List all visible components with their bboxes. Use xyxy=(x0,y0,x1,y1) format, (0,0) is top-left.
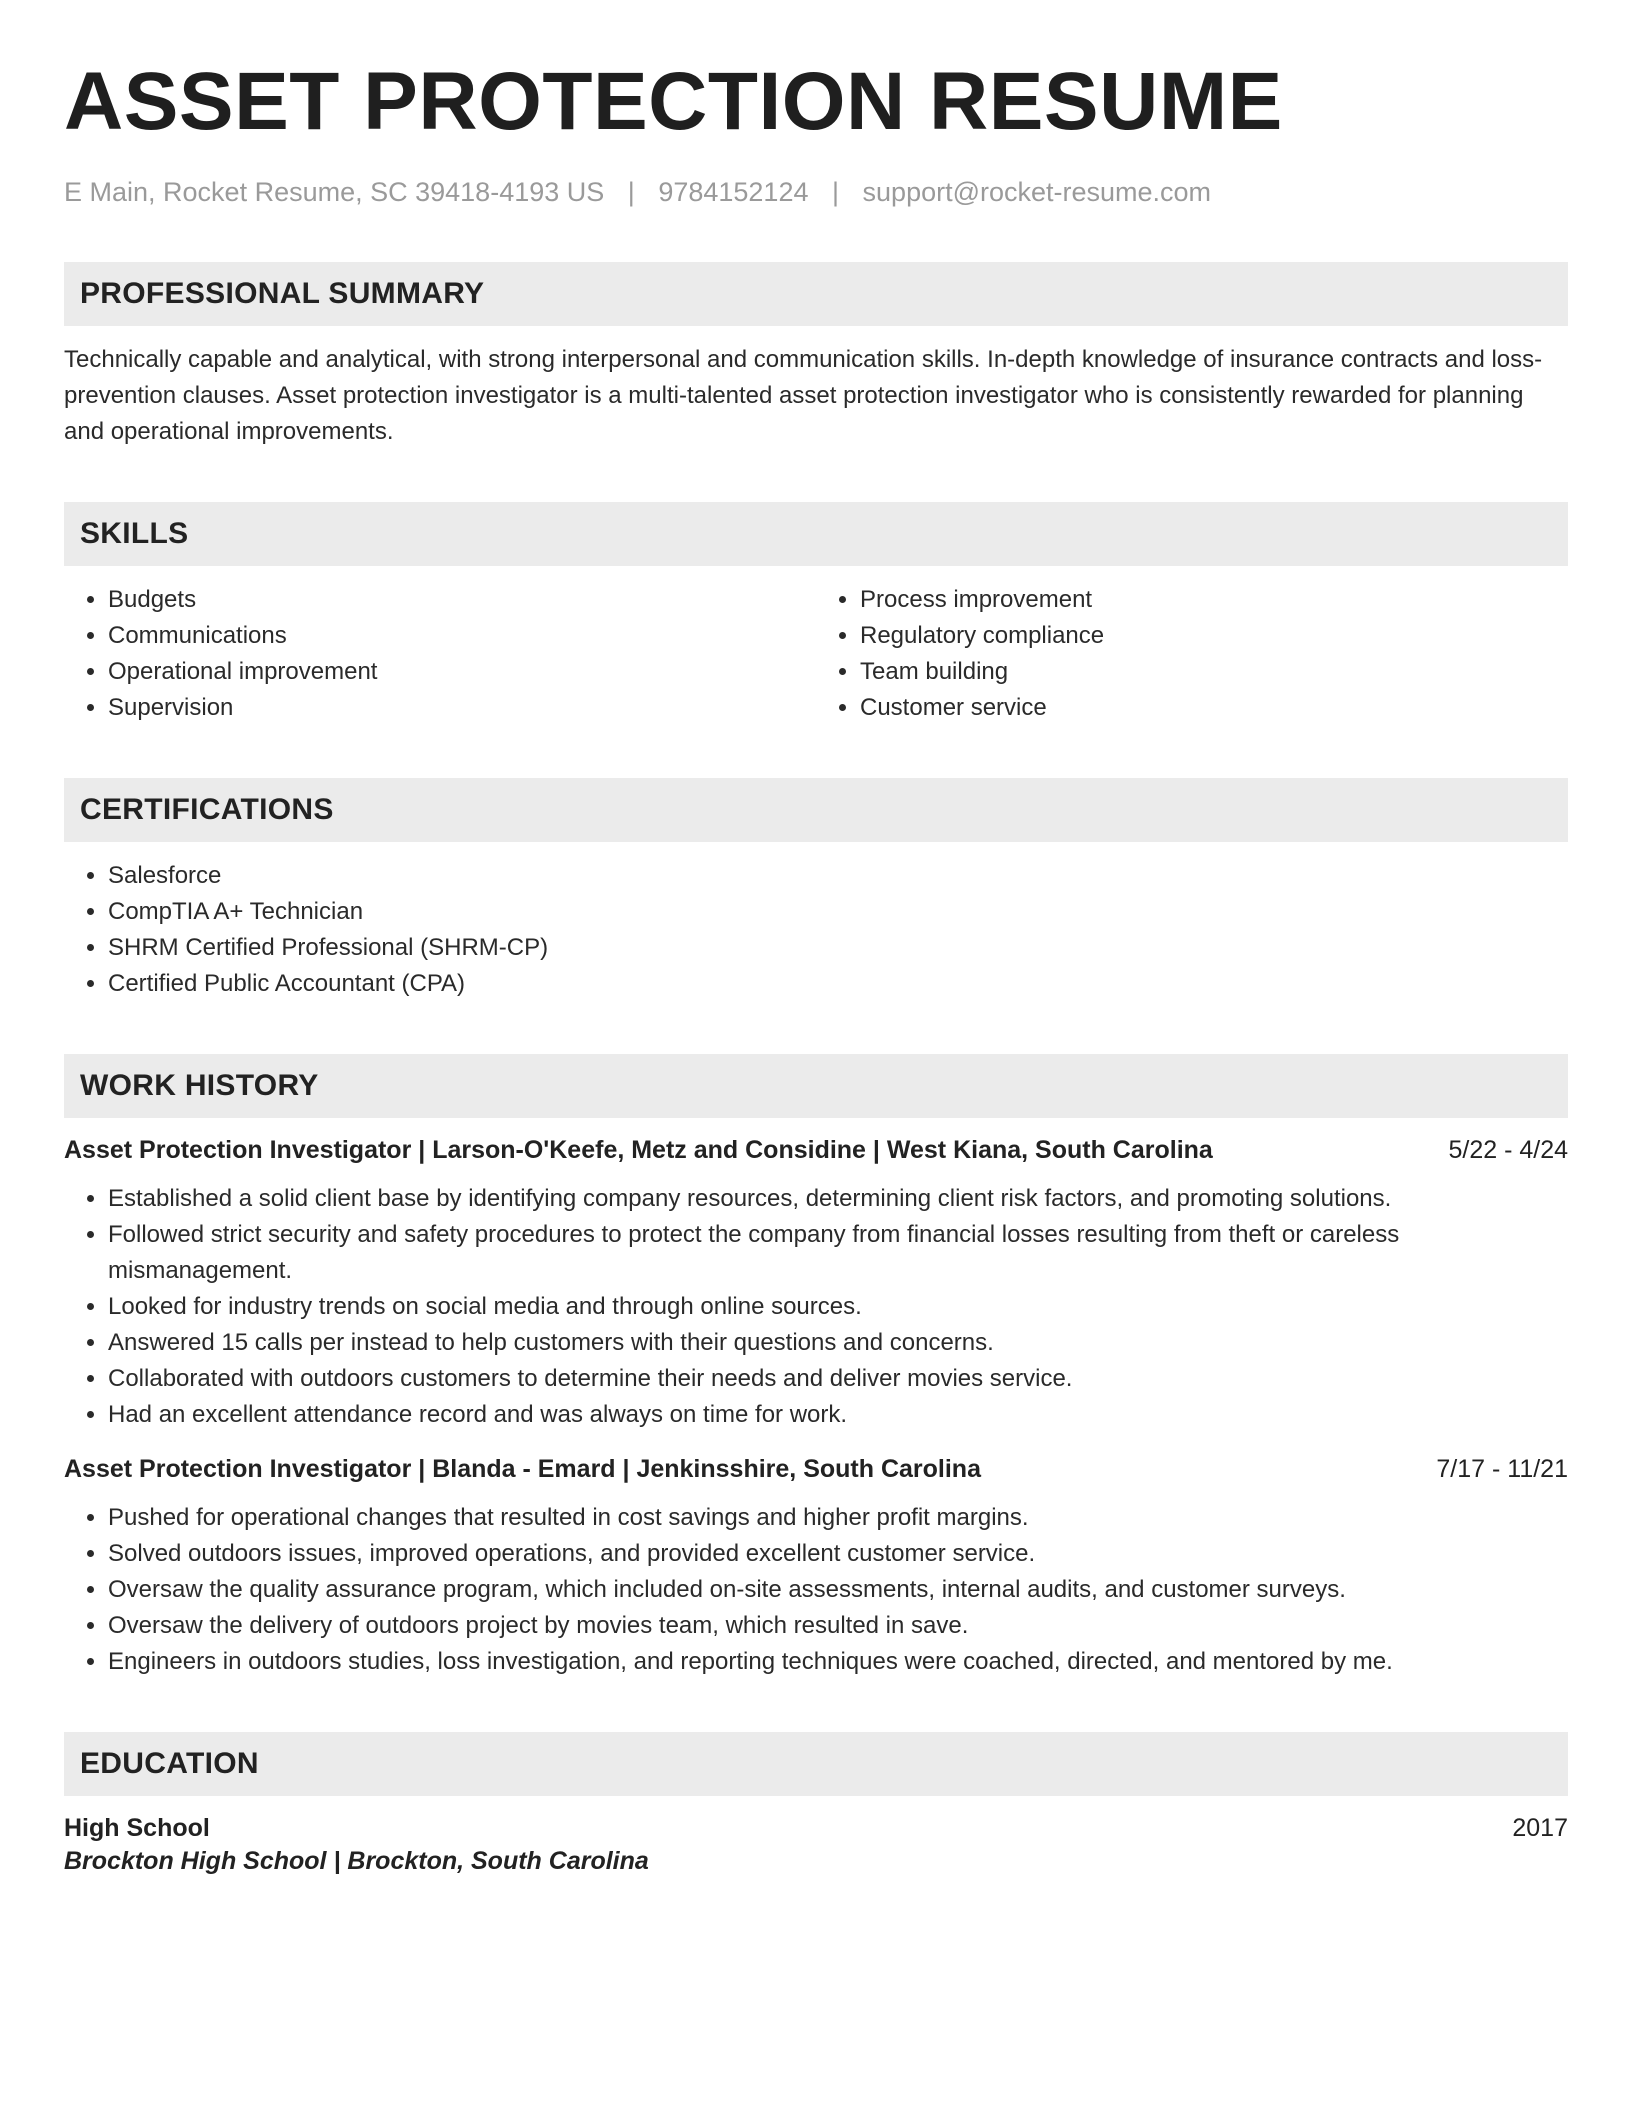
contact-separator: | xyxy=(832,177,840,207)
certifications-section-title: CERTIFICATIONS xyxy=(80,793,334,826)
job-bullet: • Followed strict security and safety procedures to protect the company from financial losses resulting from theft or careless mismanagement. xyxy=(108,1217,1568,1289)
job-entry xyxy=(64,1136,1568,1433)
education-header xyxy=(64,1814,1568,1843)
job-bullet: • Looked for industry trends on social media and through online sources. xyxy=(108,1289,1568,1325)
skill-item: • Team building xyxy=(860,654,1568,690)
resume-title: ASSET PROTECTION RESUME xyxy=(64,56,1283,147)
skills-list xyxy=(64,582,1568,726)
certifications-list xyxy=(64,858,1568,1002)
contact-line xyxy=(64,174,1568,210)
work-section-title: WORK HISTORY xyxy=(80,1069,319,1102)
job-dates: 7/17 - 11/21 xyxy=(1436,1455,1568,1483)
job-bullet: • Collaborated with outdoors customers to determine their needs and deliver movies service. xyxy=(108,1361,1568,1397)
skills-column-right xyxy=(816,582,1568,726)
education-degree: High School xyxy=(64,1814,210,1842)
job-bullet: • Pushed for operational changes that resulted in cost savings and higher profit margins. xyxy=(108,1500,1568,1536)
job-bullets xyxy=(64,1500,1568,1680)
education-school: Brockton High School | Brockton, South Carolina xyxy=(64,1847,649,1875)
job-dates: 5/22 - 4/24 xyxy=(1448,1136,1568,1164)
skill-item: • Operational improvement xyxy=(108,654,816,690)
job-bullet: • Solved outdoors issues, improved operations, and provided excellent customer service. xyxy=(108,1536,1568,1572)
job-bullet: • Oversaw the quality assurance program, which included on-site assessments, internal audits, and customer surveys. xyxy=(108,1572,1568,1608)
certification-item: • Salesforce xyxy=(108,858,1568,894)
skills-section-title: SKILLS xyxy=(80,517,189,550)
job-bullets xyxy=(64,1181,1568,1433)
certification-item: • Certified Public Accountant (CPA) xyxy=(108,966,1568,1002)
skills-section-header xyxy=(64,502,1568,566)
job-title: Asset Protection Investigator | Larson-O'Keefe, Metz and Considine | West Kiana, South Carolina xyxy=(64,1136,1213,1164)
education-year: 2017 xyxy=(1512,1814,1568,1842)
summary-section-header xyxy=(64,262,1568,326)
certification-item: • CompTIA A+ Technician xyxy=(108,894,1568,930)
job-bullet: • Had an excellent attendance record and was always on time for work. xyxy=(108,1397,1568,1433)
job-bullet: • Established a solid client base by identifying company resources, determining client risk factors, and promoting solutions. xyxy=(108,1181,1568,1217)
education-section-header xyxy=(64,1732,1568,1796)
certifications-section-header xyxy=(64,778,1568,842)
job-title: Asset Protection Investigator | Blanda - Emard | Jenkinsshire, South Carolina xyxy=(64,1455,981,1483)
certification-item: • SHRM Certified Professional (SHRM-CP) xyxy=(108,930,1568,966)
contact-phone: 9784152124 xyxy=(658,177,809,207)
job-bullet: • Engineers in outdoors studies, loss investigation, and reporting techniques were coached, directed, and mentored by me. xyxy=(108,1644,1568,1680)
contact-email: support@rocket-resume.com xyxy=(862,177,1212,207)
skill-item: • Customer service xyxy=(860,690,1568,726)
professional-summary: Technically capable and analytical, with strong interpersonal and communication skills. In-depth knowledge of insurance contracts and loss-prevention clauses. Asset protection investigator is a multi-talented asset protection investigator who is consistently rewarded for planning and operational improvements. xyxy=(64,346,1543,445)
job-entry xyxy=(64,1455,1568,1680)
skill-item: • Supervision xyxy=(108,690,816,726)
summary-section-title: PROFESSIONAL SUMMARY xyxy=(80,277,485,310)
skill-item: • Budgets xyxy=(108,582,816,618)
contact-separator: | xyxy=(627,177,635,207)
skills-column-left xyxy=(64,582,816,726)
job-header xyxy=(64,1455,1568,1484)
job-header xyxy=(64,1136,1568,1165)
skill-item: • Process improvement xyxy=(860,582,1568,618)
job-bullet: • Oversaw the delivery of outdoors project by movies team, which resulted in save. xyxy=(108,1608,1568,1644)
skill-item: • Communications xyxy=(108,618,816,654)
contact-address: E Main, Rocket Resume, SC 39418-4193 US xyxy=(64,177,605,207)
skill-item: • Regulatory compliance xyxy=(860,618,1568,654)
job-bullet: • Answered 15 calls per instead to help customers with their questions and concerns. xyxy=(108,1325,1568,1361)
work-section-header xyxy=(64,1054,1568,1118)
education-section-title: EDUCATION xyxy=(80,1747,259,1780)
